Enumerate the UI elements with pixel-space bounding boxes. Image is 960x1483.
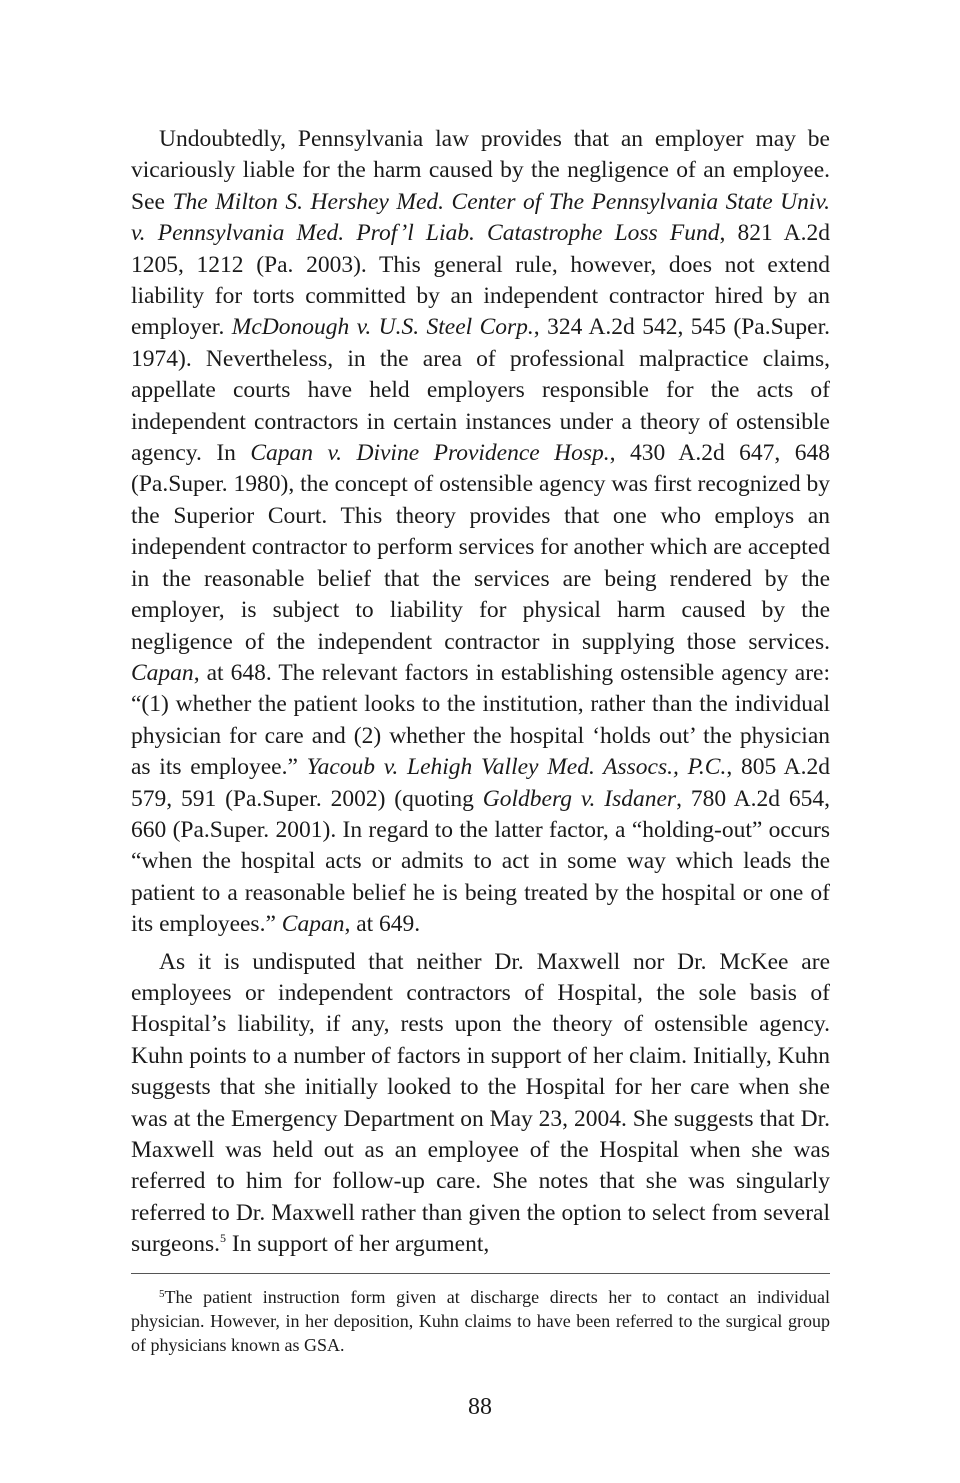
footnote-marker: 5 bbox=[159, 1288, 165, 1300]
text-run: As it is undisputed that neither Dr. Maxwell nor Dr. McKee are employees or independent contractors of Hospital, the sole basis of Hospital’s liability, if any, rests upon the theory of ostensible agency. Kuhn points to a number of factors in support of her claim. Initially, Kuhn suggests that she initially looked to the Hospital for her care when she was at the Emergency Department on May 23, 2004. She suggests that Dr. Maxwell was held out as an employee of the Hospital when she was referred to him for follow-up care. She notes that she was singularly referred to Dr. Maxwell rather than given the option to select from several surgeons. bbox=[131, 948, 830, 1258]
text-run: , 430 A.2d 647, 648 (Pa.Super. 1980), the concept of ostensible agency was first recognized by the Superior Court. This theory provides that one who employs an independent contractor to perform services for another which are accepted in the reasonable belief that the services are being rendered by the employer, is subject to liability for physical harm caused by the negligence of the independent contractor in supplying those services. bbox=[131, 440, 831, 655]
text-run: , at 648. The relevant factors in establishing ostensible agency are: “(1) whether the patient looks to the institution, rather than the individual physician for care and (2) whether the hospital ‘holds out’ the physician as its employee.” bbox=[131, 659, 830, 781]
case-citation: Capan bbox=[281, 911, 345, 938]
case-citation: Capan bbox=[131, 659, 194, 686]
footnote-5 bbox=[131, 1285, 830, 1357]
text-run: Undoubtedly, Pennsylvania law provides that an employer may be vicariously liable for the harm caused by the negligence of an employee. See bbox=[131, 126, 830, 215]
page-number: 88 bbox=[468, 1394, 492, 1420]
body-text bbox=[131, 124, 830, 1261]
footnote-text: The patient instruction form given at discharge directs her to contact an individual physician. However, in her deposition, Kuhn claims to have been referred to the surgical group of physicians known as GSA. bbox=[131, 1287, 830, 1355]
case-citation: Goldberg v. Isdaner bbox=[482, 785, 677, 812]
text-run: , 805 A.2d 579, 591 (Pa.Super. 2002) (quoting bbox=[131, 754, 831, 812]
footnote-divider bbox=[131, 1273, 830, 1274]
case-citation: Capan v. Divine Providence Hosp. bbox=[250, 440, 610, 467]
text-run: , 324 A.2d 542, 545 (Pa.Super. 1974). Nevertheless, in the area of professional malpractice claims, appellate courts have held employers responsible for the acts of independent contractors in certain instances under a theory of ostensible agency. In bbox=[131, 314, 831, 467]
text-run: , at 649. bbox=[344, 911, 421, 938]
text-run: , 821 A.2d 1205, 1212 (Pa. 2003). This general rule, however, does not extend liability for torts committed by an independent contractor hired by an employer. bbox=[131, 220, 830, 341]
text-run: , 780 A.2d 654, 660 (Pa.Super. 2001). In regard to the latter factor, a “holding-out” occurs “when the hospital acts or admits to act in some way which leads the patient to a reasonable belief he is being treated by the hospital or one of its employees.” bbox=[131, 785, 830, 938]
case-citation: Yacoub v. Lehigh Valley Med. Assocs., P.C. bbox=[306, 754, 727, 781]
paragraph bbox=[131, 947, 830, 1261]
case-citation: The Milton S. Hershey Med. Center of The Pennsylvania State Univ. v. Pennsylvania Med. Prof’l Liab. Catastrophe Loss Fund bbox=[131, 188, 830, 247]
case-citation: McDonough v. U.S. Steel Corp. bbox=[231, 314, 534, 341]
footnotes bbox=[131, 1285, 830, 1357]
text-run: In support of her argument, bbox=[226, 1231, 490, 1258]
paragraph bbox=[131, 124, 830, 941]
footnote-reference: 5 bbox=[220, 1231, 226, 1246]
